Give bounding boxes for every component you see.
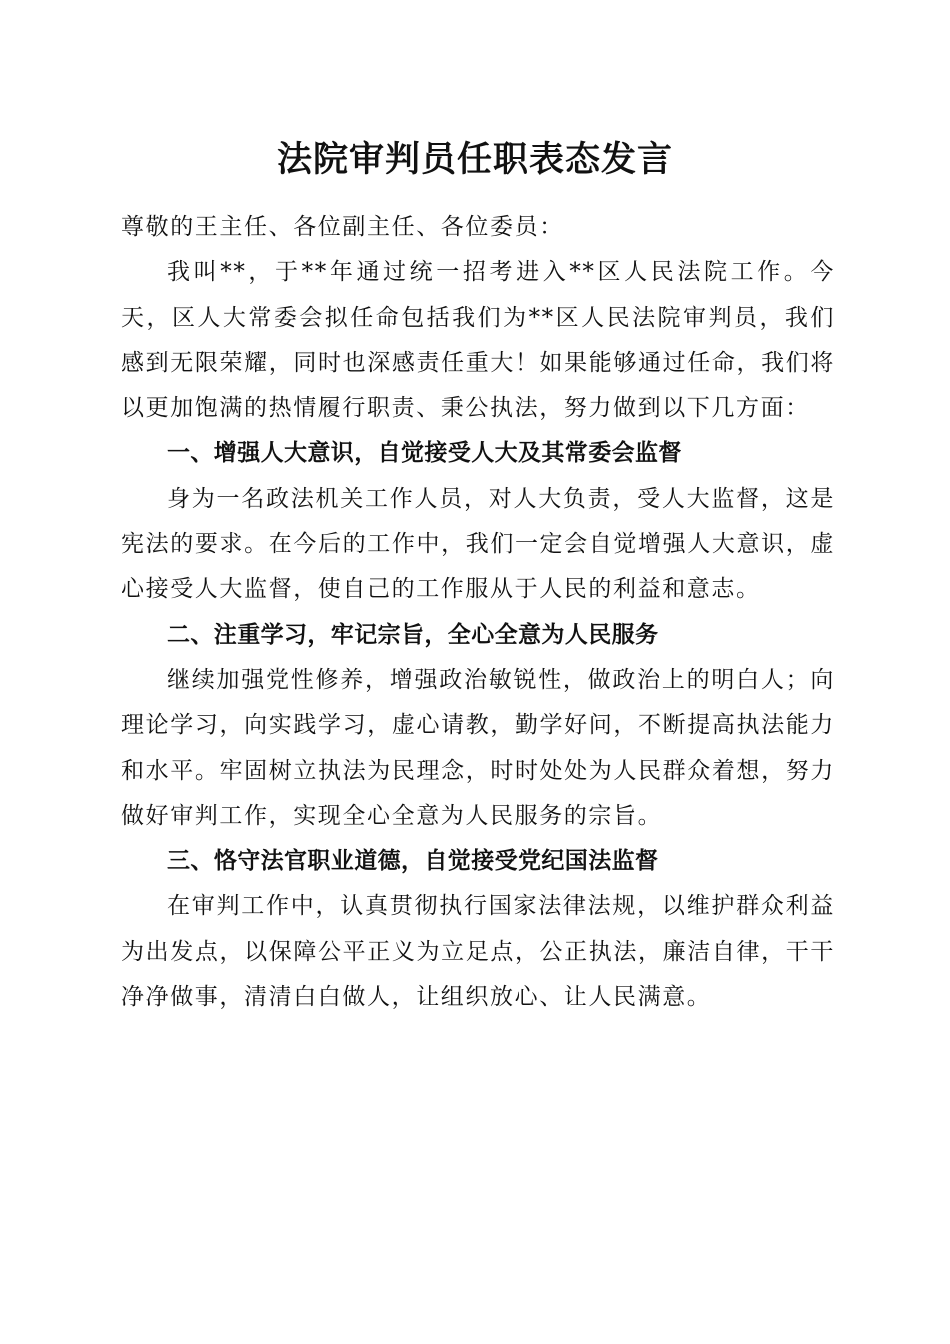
section-heading-3: 三、恪守法官职业道德，自觉接受党纪国法监督 bbox=[167, 848, 659, 875]
salutation: 尊敬的王主任、各位副主任、各位委员： bbox=[121, 214, 564, 240]
document-title: 法院审判员任职表态发言 bbox=[276, 139, 673, 180]
section-heading-1: 一、增强人大意识，自觉接受人大及其常委会监督 bbox=[167, 440, 682, 467]
document-body bbox=[121, 205, 835, 1020]
section-paragraph-1: 身为一名政法机关工作人员，对人大负责，受人大监督，这是宪法的要求。在今后的工作中，我们一定会自觉增强人大意识，虚心接受人大监督，使自己的工作服从于人民的利益和意志。 bbox=[121, 485, 835, 603]
intro-paragraph: 我叫**，于**年通过统一招考进入**区人民法院工作。今天，区人大常委会拟任命包括我们为**区人民法院审判员，我们感到无限荣耀，同时也深感责任重大！如果能够通过任命，我们将以更加饱满的热情履行职责、秉公执法，努力做到以下几方面： bbox=[121, 259, 835, 422]
section-paragraph-2: 继续加强党性修养，增强政治敏锐性，做政治上的明白人；向理论学习，向实践学习，虚心请教，勤学好问，不断提高执法能力和水平。牢固树立执法为民理念，时时处处为人民群众着想，努力做好审判工作，实现全心全意为人民服务的宗旨。 bbox=[121, 666, 835, 829]
section-paragraph-3: 在审判工作中，认真贯彻执行国家法律法规，以维护群众利益为出发点，以保障公平正义为立足点，公正执法，廉洁自律，干干净净做事，清清白白做人，让组织放心、让人民满意。 bbox=[121, 893, 835, 1011]
section-heading-2: 二、注重学习，牢记宗旨，全心全意为人民服务 bbox=[167, 621, 659, 648]
